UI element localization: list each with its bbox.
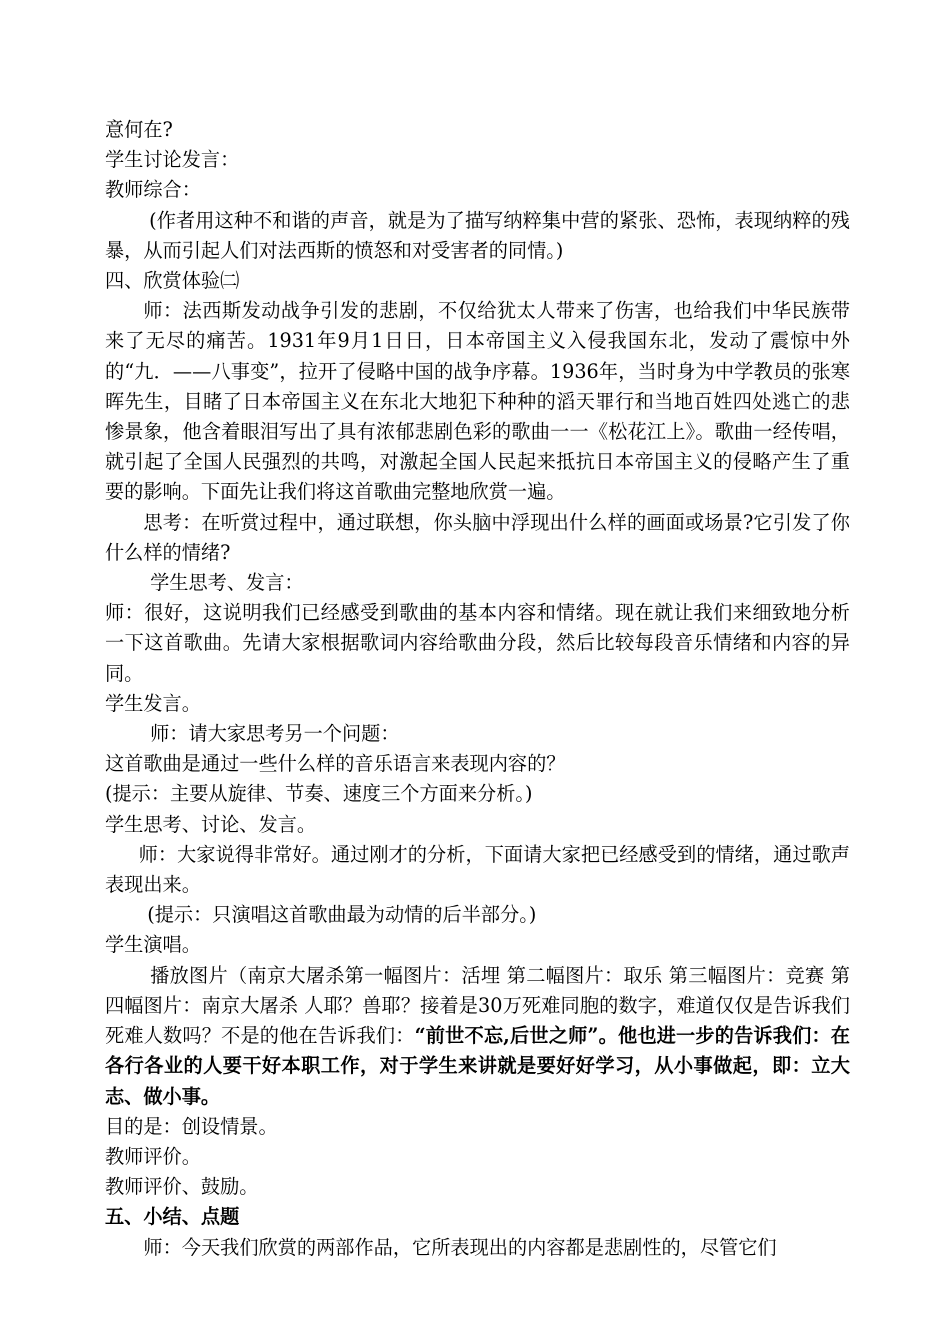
paragraph-intent: 意何在?	[105, 118, 173, 141]
paragraph-teacher-question: 师：请大家思考另一个问题：	[150, 722, 400, 746]
paragraph-teacher-encourage: 教师评价、鼓励。	[105, 1175, 259, 1199]
paragraph-teacher-summary: 教师综合：	[105, 178, 201, 202]
paragraph-thinking: 思考：在听赏过程中，通过联想，你头脑中浮现出什么样的画面或场景?它引发了你什么样的情绪?	[105, 510, 850, 564]
paragraph-hint-sing: (提示：只演唱这首歌曲最为动情的后半部分。)	[147, 903, 537, 927]
paragraph-student-sing: 学生演唱。	[105, 933, 201, 957]
paragraph-teacher-intro: 师：法西斯发动战争引发的悲剧，不仅给犹太人带来了伤害，也给我们中华民族带来了无尽的痛苦。1931年9月1日日，日本帝国主义入侵我国东北，发动了震惊中外的“九．——八事变”，拉开了侵略中国的战争序幕。1936年，当时身为中学教员的张寒晖先生，目睹了日本帝国主义在东北大地犯下种种的滔天罪行和当地百姓四处逃亡的悲惨景象，他含着眼泪写出了具有浓郁悲剧色彩的歌曲一一《松花江上》。歌曲一经传唱，就引起了全国人民强烈的共鸣，对激起全国人民起来抵抗日本帝国主义的侵略产生了重要的影响。下面先让我们将这首歌曲完整地欣赏一遍。	[105, 299, 850, 504]
paragraph-teacher-analysis: 师：很好，这说明我们已经感受到歌曲的基本内容和情绪。现在就让我们来细致地分析一下这首歌曲。先请大家根据歌词内容给歌曲分段，然后比较每段音乐情绪和内容的异同。	[105, 601, 850, 685]
paragraph-student-think: 学生思考、发言：	[150, 571, 304, 595]
paragraph-student-speak: 学生发言。	[105, 691, 201, 715]
paragraph-play-images	[105, 961, 850, 1112]
section-heading-summary: 五、小结、点题	[105, 1205, 240, 1229]
paragraph-play-images-normal: 播放图片（南京大屠杀第一幅图片：活埋 第二幅图片：取乐 第三幅图片：竞赛 第四幅图片：南京大屠杀 人耶？兽耶？接着是30万死难同胞的数字，难道仅仅是告诉我们死难人数吗？不是的他在告诉我们：	[105, 963, 850, 1048]
paragraph-question: 这首歌曲是通过一些什么样的音乐语言来表现内容的？	[105, 752, 566, 776]
paragraph-hint-analysis: (提示：主要从旋律、节奏、速度三个方面来分析。)	[105, 782, 533, 806]
paragraph-teacher-conclusion: 师：今天我们欣赏的两部作品，它所表现出的内容都是悲剧性的，尽管它们	[143, 1235, 777, 1259]
paragraph-student-discussion: 学生讨论发言：	[105, 148, 240, 172]
paragraph-teacher-eval: 教师评价。	[105, 1144, 201, 1168]
paragraph-teacher-praise: 师：大家说得非常好。通过刚才的分析，下面请大家把已经感受到的情绪，通过歌声表现出来。	[105, 842, 850, 897]
paragraph-play-images-bold: “前世不忘,后世之师”。他也进一步的告诉我们：在各行各业的人要干好本职工作，对于学生来讲就是要好好学习，从小事做起，即：立大志、做小事。	[105, 1024, 850, 1108]
paragraph-student-discuss: 学生思考、讨论、发言。	[105, 812, 317, 836]
section-heading-appreciation: 四、欣赏体验㈡	[105, 269, 240, 293]
paragraph-purpose: 目的是：创设情景。	[105, 1114, 278, 1138]
document-page	[105, 115, 850, 1263]
paragraph-author-note: (作者用这种不和谐的声音，就是为了描写纳粹集中营的紧张、恐怖，表现纳粹的残暴，从而引起人们对法西斯的愤怒和对受害者的同情。)	[105, 208, 850, 262]
